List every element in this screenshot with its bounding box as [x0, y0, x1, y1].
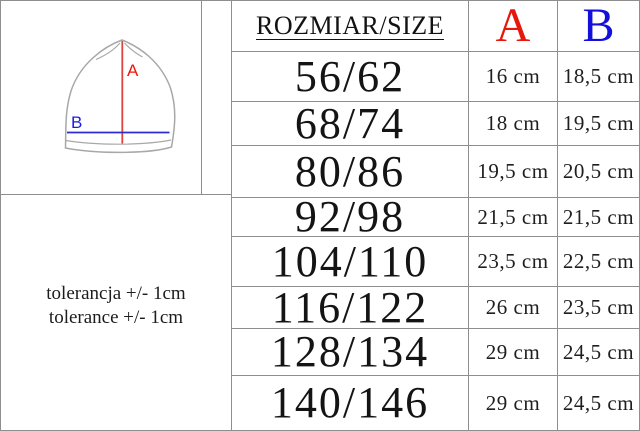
- measure-b-cell: 20,5 cm: [557, 146, 639, 198]
- measure-a-cell: 21,5 cm: [468, 198, 557, 237]
- measure-a-cell: 29 cm: [468, 329, 557, 376]
- measure-a-cell: 29 cm: [468, 376, 557, 430]
- measure-b-cell: 24,5 cm: [557, 376, 639, 430]
- header-size-column: [232, 1, 468, 52]
- size-cell: 92/98: [232, 198, 468, 237]
- tolerance-line-en: tolerance +/- 1cm: [48, 307, 184, 328]
- size-cell: 68/74: [232, 102, 468, 146]
- measure-a-cell: 19,5 cm: [468, 146, 557, 198]
- hat-panel-right-border: [201, 1, 202, 195]
- measure-b-cell: 23,5 cm: [557, 287, 639, 329]
- tolerance-note: [1, 282, 231, 330]
- left-panel-divider: [1, 194, 231, 195]
- header-column-b: B: [557, 1, 639, 52]
- measure-a-cell: 16 cm: [468, 52, 557, 102]
- header-column-a: A: [468, 1, 557, 52]
- measure-a-cell: 26 cm: [468, 287, 557, 329]
- measure-b-cell: 21,5 cm: [557, 198, 639, 237]
- hat-outline: [66, 40, 175, 152]
- hat-diagram: [1, 1, 233, 196]
- size-table: [231, 1, 639, 430]
- measure-a-cell: 18 cm: [468, 102, 557, 146]
- measure-b-cell: 18,5 cm: [557, 52, 639, 102]
- size-cell: 104/110: [232, 237, 468, 287]
- measure-b-cell: 22,5 cm: [557, 237, 639, 287]
- measure-a-cell: 23,5 cm: [468, 237, 557, 287]
- measure-b-cell: 19,5 cm: [557, 102, 639, 146]
- size-cell: 80/86: [232, 146, 468, 198]
- hat-label-b: B: [71, 113, 83, 132]
- size-cell: 140/146: [270, 378, 430, 427]
- tolerance-line-pl: tolerancja +/- 1cm: [46, 283, 186, 304]
- hat-label-a: A: [127, 61, 139, 80]
- size-cell: 56/62: [232, 52, 468, 102]
- size-cell: 128/134: [232, 329, 468, 376]
- measure-b-cell: 24,5 cm: [557, 329, 639, 376]
- size-cell: 116/122: [232, 287, 468, 329]
- header-size-label: ROZMIAR/SIZE: [256, 11, 444, 40]
